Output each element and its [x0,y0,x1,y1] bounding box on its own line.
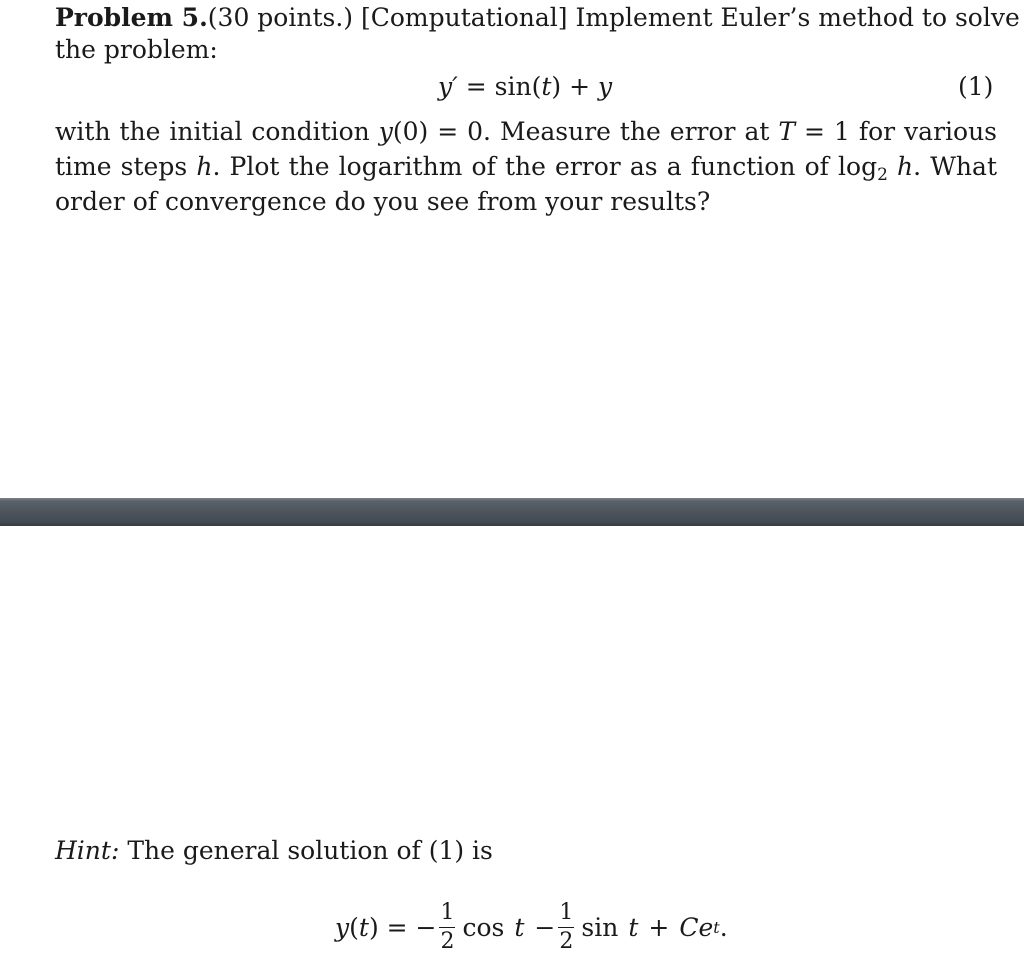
fraction-2-numerator: 1 [559,899,574,925]
problem-line-3-y: y [378,117,393,146]
page-divider [0,498,1024,526]
problem-line-5-text: order of convergence do you see from your results? [55,187,711,216]
equation-1-sin: sin( [494,72,542,101]
solution-t: t [358,912,369,942]
equation-1-lhs: y′ [438,72,458,101]
problem-line-4-h: h [196,152,213,181]
equation-1-number: (1) [958,72,994,101]
problem-line-3-b: (0) = 0. Measure the error at [392,117,779,146]
problem-line-3-c: = 1 for various [795,117,998,146]
problem-line-3 [55,114,997,149]
solution-plus: + [648,912,670,942]
solution-t3: t [628,912,639,942]
solution-period: . [719,912,728,942]
problem-line-4-b: . Plot the logarithm of the error as a function of log [212,152,878,181]
solution-y: y [335,912,350,942]
equation-1-equals: = [465,72,487,101]
equation-1-body [438,68,612,106]
solution-sin: sin [581,912,619,942]
fraction-one-half-2 [557,901,575,954]
problem-line-4-h2: h [897,152,914,181]
solution-paren-open: ( [349,912,359,942]
hint-text: The general solution of (1) is [119,836,493,865]
solution-cos: cos [462,912,505,942]
solution-minus: − [534,912,556,942]
hint-label: Hint: [55,836,120,865]
equation-1-close-plus: ) + [551,72,591,101]
hint-line [55,832,493,870]
problem-points-text: (30 points.) [Computational] Implement Euler’s method to solve [207,3,1020,32]
problem-line-4-sub: 2 [877,165,888,185]
solution-t2: t [514,912,525,942]
problem-heading: Problem 5. [55,3,208,32]
fraction-1-bar [439,927,455,928]
solution-exponent: t [713,917,720,937]
problem-line-4-a: time steps [55,152,197,181]
solution-Ce: Ce [679,912,714,942]
problem-line-3-T: T [778,117,796,146]
fraction-1-denominator: 2 [440,928,455,954]
fraction-one-half-1 [438,901,456,954]
fraction-1-numerator: 1 [440,899,455,925]
fraction-2-bar [558,927,574,928]
fraction-2-denominator: 2 [559,928,574,954]
problem-line-1 [55,0,1020,35]
equation-1 [0,68,1024,106]
general-solution-equation [335,892,728,962]
equation-1-y: y [598,72,613,101]
problem-line-4-c: . What [913,152,997,181]
solution-paren-close: ) = − [368,912,437,942]
problem-line-5 [55,184,997,219]
equation-1-t: t [541,72,552,101]
problem-line-3-a: with the initial condition [55,117,379,146]
problem-line-2 [55,32,997,67]
problem-line-2-text: the problem: [55,35,218,64]
